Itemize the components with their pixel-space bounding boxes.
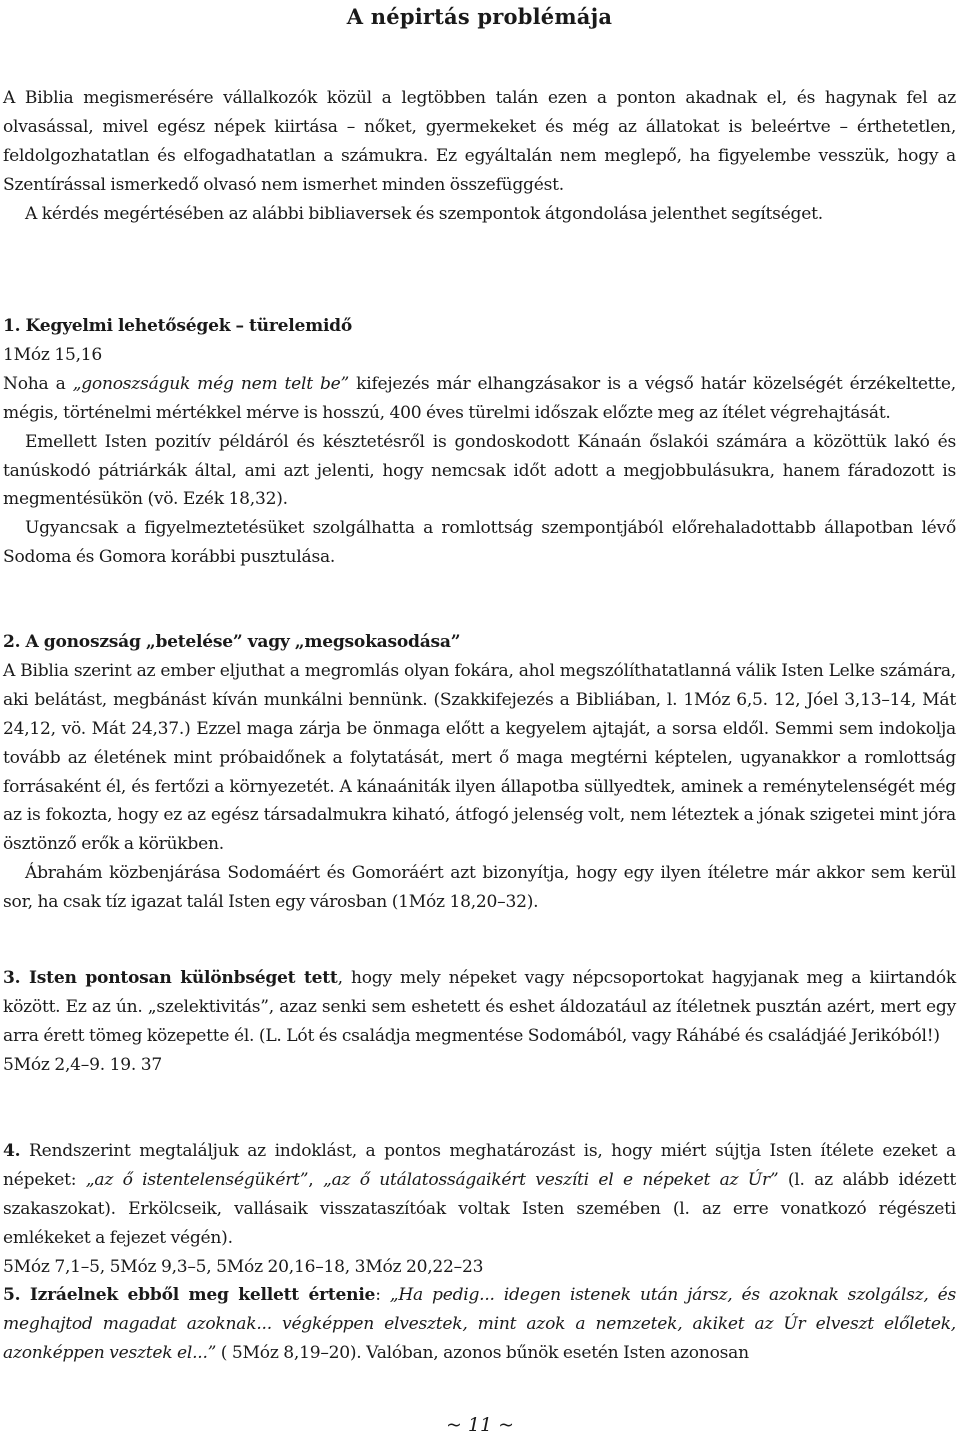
section-5-colon: : xyxy=(375,1285,390,1305)
section-4-text-pre: Rendszerint megtaláljuk az indoklást, a pontos meghatározást is, hogy miért sújtja Isten ítélete ezeket a népeket: xyxy=(3,1141,956,1190)
section-3-heading: 3. Isten pontosan különbséget tett xyxy=(3,968,338,988)
section-2 xyxy=(3,628,956,917)
section-1-paragraph-2: Emellett Isten pozitív példáról és késztetésről is gondoskodott Kánaán őslakói számára a közöttük lakó és tanúskodó pátriárkák által, ami azt jelenti, hogy nemcsak időt adott a megjobbulásukra, hanem fáradozott is megmentésükön (vö. Ezék 18,32). xyxy=(3,431,956,510)
section-5 xyxy=(3,1281,956,1368)
section-3-paragraph xyxy=(3,964,956,1051)
section-4-number: 4. xyxy=(3,1141,21,1161)
intro-section xyxy=(3,84,956,229)
section-1-paragraph-1 xyxy=(3,370,956,428)
intro-paragraph-2: A kérdés megértésében az alábbi bibliaversek és szempontok átgondolása jelenthet segítséget. xyxy=(25,203,823,224)
section-4-separator: , xyxy=(308,1169,323,1190)
section-4-text-post: (l. az alább idézett szakaszokat). Erkölcseik, vallásaik visszataszítóak voltak Isten szemében (l. az erre vonatkozó régészeti emlékeket a fejezet végén). xyxy=(3,1169,956,1248)
section-4-reference: 5Móz 7,1–5, 5Móz 9,3–5, 5Móz 20,16–18, 3Móz 20,22–23 xyxy=(3,1256,484,1277)
page-title: A népirtás problémája xyxy=(346,4,613,29)
section-1-p1-quote: „gonoszságuk még nem telt be” xyxy=(72,373,349,394)
section-5-heading: 5. Izráelnek ebből meg kellett értenie xyxy=(3,1285,376,1305)
section-3 xyxy=(3,964,956,1080)
section-2-paragraph-1: A Biblia szerint az ember eljuthat a megromlás olyan fokára, ahol megszólíthatatlanná válik Isten Lelke számára, aki belátást, megbánást kíván munkálni bennünk. (Szakkifejezés a Bibliában, l. 1Móz 6,5. 12, Jóel 3,13–14, Mát 24,12, vö. Mát 24,37.) Ezzel maga zárja be önmaga előtt a kegyelem ajtaját, a sorsa eldől. Semmi sem indokolja tovább az életének mint próbaidőnek a folytatását, mert ő maga megtérni képtelen, ugyanakkor a romlottság forrásaként él, és fertőzi a környezetét. A kánaániták ilyen állapotba süllyedtek, aminek a reménytelenségét még az is fokozta, hogy ez az egész társadalmukra kiható, átfogó jelenség volt, nem léteztek a jónak szigetei mint jóra ösztönző erők a körükben. xyxy=(3,660,956,855)
page-number: ~ 11 ~ xyxy=(445,1414,515,1436)
section-2-heading: 2. A gonoszság „betelése” vagy „megsokasodása” xyxy=(3,632,461,652)
section-1-heading: 1. Kegyelmi lehetőségek – türelemidő xyxy=(3,316,353,336)
section-3-text: , hogy mely népeket vagy népcsoportokat hagyjanak meg a kiirtandók között. Ez az ún. „szelektivitás”, azaz senki sem eshetett és eshet áldozatául az ítéletnek pusztán azért, mert egy arra érett tömeg közepette él. (L. Lót és családja megmentése Sodomából, vagy Ráhábé és családjáé Jerikóból!) xyxy=(3,968,956,1046)
section-1-reference: 1Móz 15,16 xyxy=(3,344,103,365)
section-3-reference: 5Móz 2,4–9. 19. 37 xyxy=(3,1054,162,1075)
intro-paragraph-1: A Biblia megismerésére vállalkozók közül a legtöbben talán ezen a ponton akadnak el, és hagynak fel az olvasással, mivel egész népek kiirtása – nőket, gyermekeket és még az állatokat is beleértve – érthetetlen, feldolgozhatatlan és elfogadhatatlan a számukra. Ez egyáltalán nem meglepő, ha figyelembe vesszük, hogy a Szentírással ismerkedő olvasó nem ismerhet minden összefüggést. xyxy=(3,88,956,195)
section-4-quote-1: „az ő istentelenségükért” xyxy=(85,1169,309,1190)
section-1-p1-pre: Noha a xyxy=(3,373,73,394)
section-4-quote-2: „az ő utálatosságaikért veszíti el e népeket az Úr” xyxy=(322,1169,779,1190)
section-4-paragraph xyxy=(3,1137,956,1253)
section-5-quote: „Ha pedig... idegen istenek után jársz, és azoknak szolgálsz, és meghajtod magadat azoknak... végképpen elvesztek, mint azok a nemzetek, akiket az Úr elveszt előletek, azonképpen vesztek el...” xyxy=(3,1285,956,1363)
section-5-text-post: ( 5Móz 8,19–20). Valóban, azonos bűnök esetén Isten azonosan xyxy=(216,1342,749,1363)
section-1-p1-post: kifejezés már elhangzásakor is a végső határ közelségét érzékeltette, mégis, történelmi mértékkel mérve is hosszú, 400 éves türelmi időszak előzte meg az ítélet végrehajtását. xyxy=(3,373,956,423)
section-1 xyxy=(3,312,956,572)
section-1-paragraph-3: Ugyancsak a figyelmeztetésüket szolgálhatta a romlottság szempontjából előrehaladottabb állapotban lévő Sodoma és Gomora korábbi pusztulása. xyxy=(3,518,956,568)
section-5-paragraph xyxy=(3,1281,956,1368)
section-4 xyxy=(3,1137,956,1282)
section-2-paragraph-2: Ábrahám közbenjárása Sodomáért és Gomoráért azt bizonyítja, hogy egy ilyen ítéletre már akkor sem kerül sor, ha csak tíz igazat talál Isten egy városban (1Móz 18,20–32). xyxy=(3,863,956,913)
